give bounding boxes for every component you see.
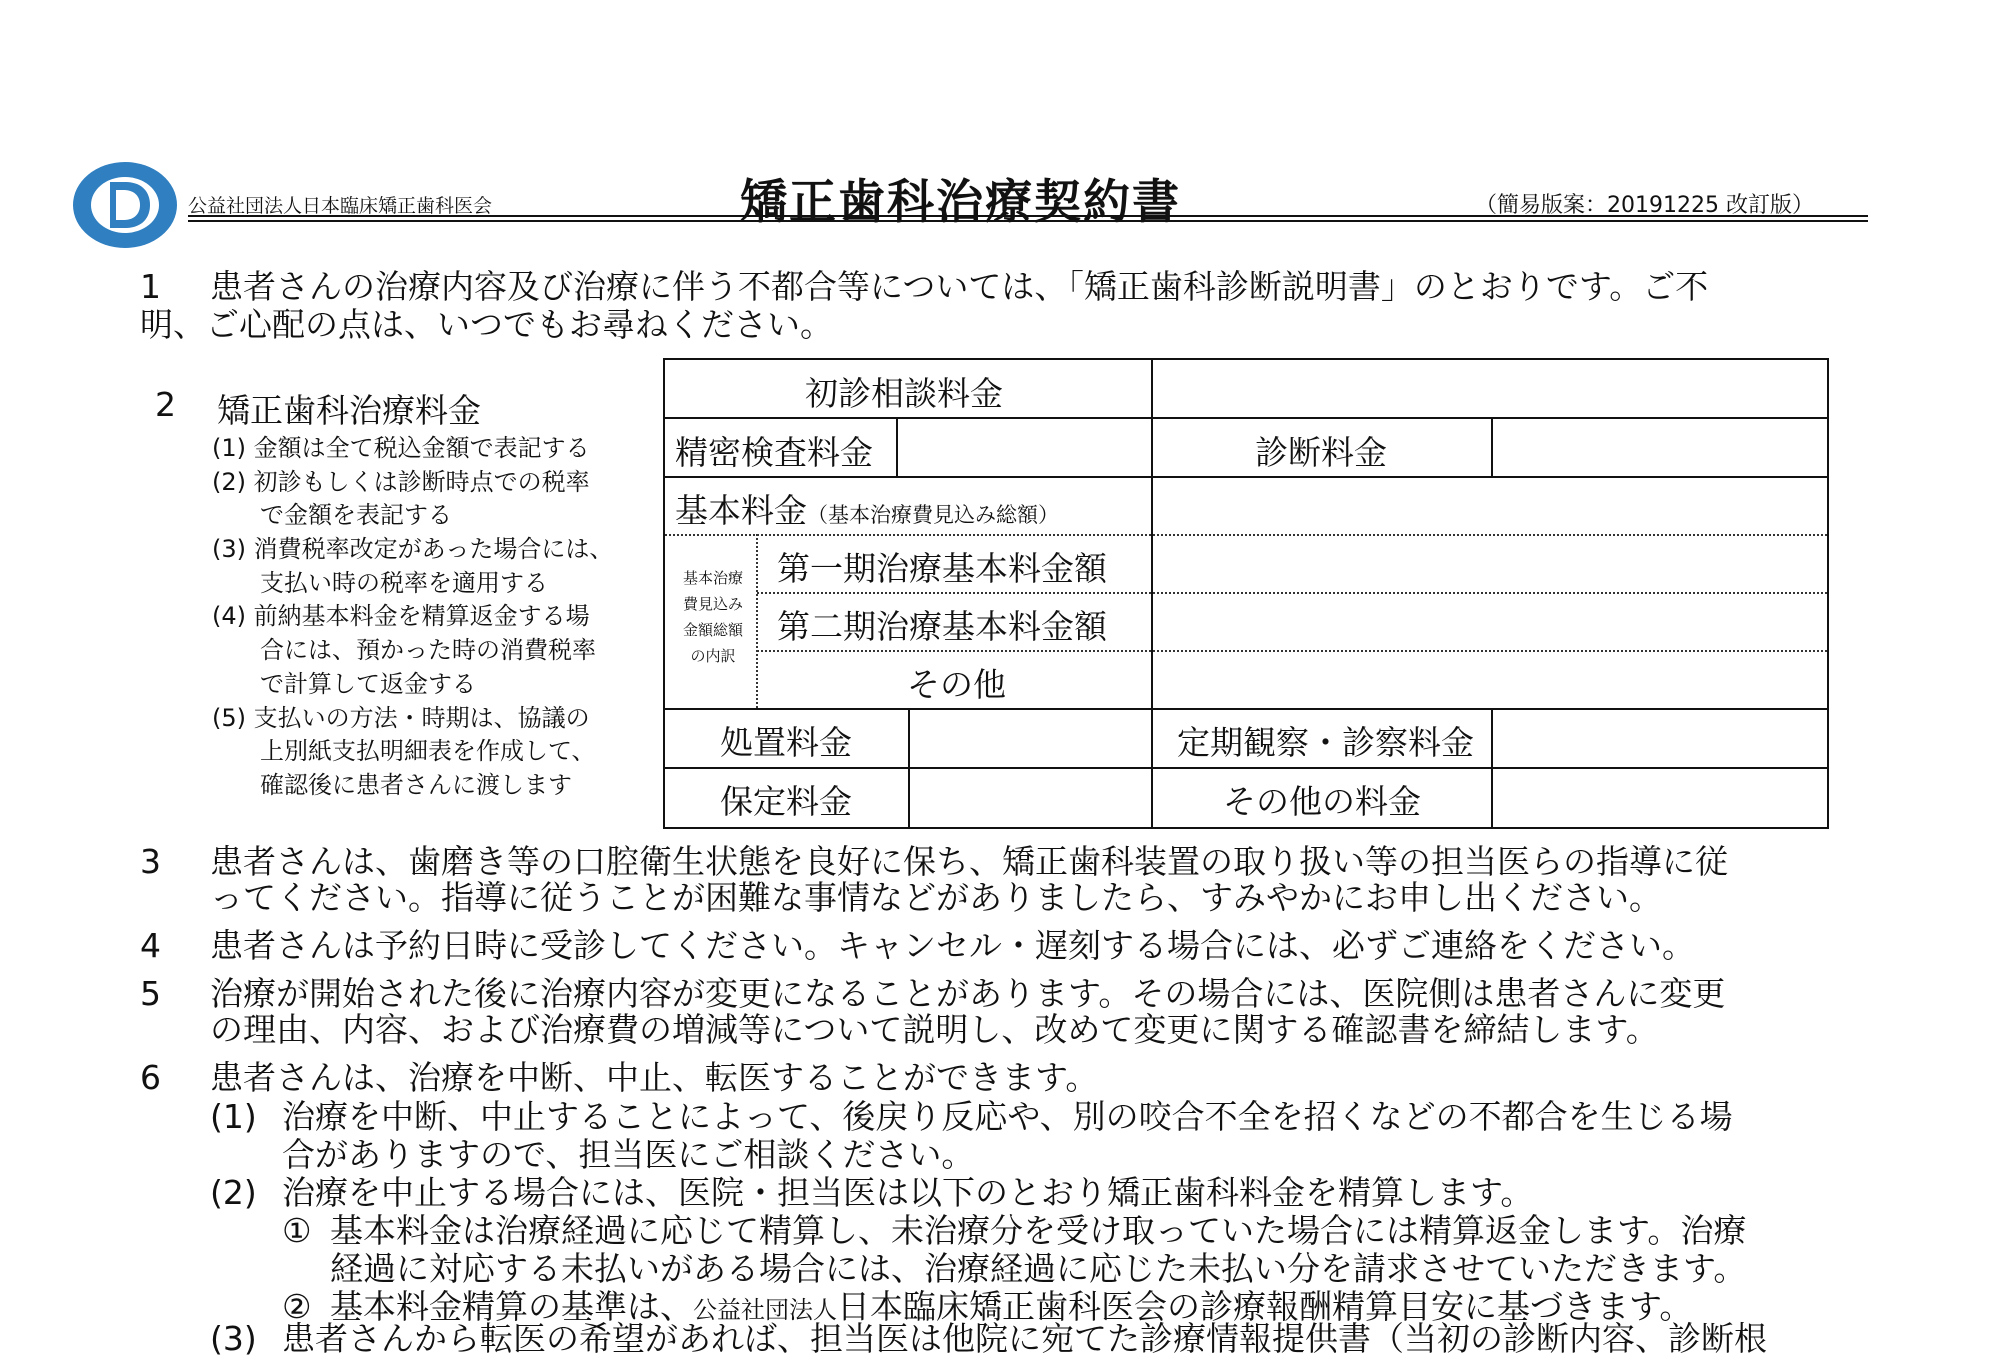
fee-note: 上別紙支払明細表を作成して、: [212, 737, 596, 766]
diagnosis-fee-label: 診断料金: [1255, 433, 1387, 472]
basic-fee-label: [675, 485, 1059, 532]
basic-fee-note: （基本治療費見込み総額）: [807, 503, 1059, 527]
fee-note: (2) 初診もしくは診断時点での税率: [212, 467, 590, 496]
fee-note: 合には、預かった時の消費税率: [212, 636, 596, 665]
treatment-fee-label: 処置料金: [720, 723, 852, 762]
section-4-line-1: 患者さんは予約日時に受診してください。キャンセル・遅刻する場合には、必ずご連絡をください。: [210, 926, 1695, 965]
header-rule: [188, 215, 1868, 217]
association-logo: [70, 160, 180, 250]
breakdown-label-line: 費見込み: [682, 595, 743, 613]
fee-note: で金額を表記する: [212, 501, 452, 530]
retention-fee-label: 保定料金: [720, 782, 852, 821]
fee-note: (1) 金額は全て税込金額で表記する: [212, 434, 590, 462]
basic-fee-title: 基本料金: [675, 491, 807, 530]
sub-item-1-line-2: 経過に対応する未払いがある場合には、治療経過に応じた未払い分を請求させていただきます。: [330, 1249, 1747, 1288]
detailed-exam-fee-label: 精密検査料金: [675, 433, 873, 472]
section-6-item-1-line-1: 治療を中断、中止することによって、後戻り反応や、別の咬合不全を招くなどの不都合を生じる場: [282, 1097, 1733, 1136]
phase1-fee-label: 第一期治療基本料金額: [777, 549, 1107, 588]
item-number: (1): [210, 1097, 257, 1136]
breakdown-label-line: の内訳: [690, 647, 736, 665]
fee-note: 支払い時の税率を適用する: [212, 568, 548, 597]
header-rule: [188, 220, 1868, 222]
circled-number: ②: [282, 1287, 312, 1326]
sub-item-2-org-prefix: 公益社団法人: [693, 1296, 837, 1324]
version-note: （簡易版案：20191225 改訂版）: [1475, 193, 1814, 218]
section-number: 5: [140, 974, 161, 1013]
breakdown-label-line: 金額総額: [682, 621, 743, 639]
fee-notes: [212, 432, 613, 803]
item-number: (3): [210, 1319, 257, 1358]
section-5-line-2: の理由、内容、および治療費の増減等について説明し、改めて変更に関する確認書を締結します。: [210, 1010, 1659, 1049]
section-1-line-1: [140, 267, 1709, 306]
circled-number: ①: [282, 1211, 312, 1250]
organization-name: 公益社団法人日本臨床矯正歯科医会: [188, 195, 493, 217]
section-title: 矯正歯科治療料金: [217, 391, 481, 430]
periodic-exam-fee-label: 定期観察・診察料金: [1177, 723, 1474, 762]
section-number: 1: [140, 267, 161, 306]
section-6-line-1: 患者さんは、治療を中断、中止、転医することができます。: [210, 1058, 1099, 1097]
section-6-item-3-line-1: 患者さんから転医の希望があれば、担当医は他院に宛てた診療情報提供書（当初の診断内容、診断根: [282, 1319, 1767, 1358]
breakdown-label-line: 基本治療: [682, 569, 743, 587]
fee-note: (5) 支払いの方法・時期は、協議の: [212, 703, 590, 732]
item-number: (2): [210, 1173, 257, 1212]
section-number: 4: [140, 926, 161, 965]
fee-table: [663, 358, 1829, 829]
section-2-heading: [155, 385, 481, 430]
section-text: 患者さんの治療内容及び治療に伴う不都合等については、「矯正歯科診断説明書」のとおりです。ご不: [210, 267, 1709, 306]
section-number: 3: [140, 842, 161, 881]
section-6-item-2-line-1: 治療を中止する場合には、医院・担当医は以下のとおり矯正歯科料金を精算します。: [282, 1173, 1534, 1212]
other-fees-label: その他の料金: [1223, 782, 1421, 821]
section-1-line-2: 明、ご心配の点は、いつでもお尋ねください。: [140, 305, 833, 344]
section-3-line-2: ってください。指導に従うことが困難な事情などがありましたら、すみやかにお申し出ください。: [210, 878, 1662, 917]
fee-note: 確認後に患者さんに渡します: [212, 770, 572, 799]
section-5-line-1: 治療が開始された後に治療内容が変更になることがあります。その場合には、医院側は患者さんに変更: [210, 974, 1726, 1013]
initial-consultation-fee-label: 初診相談料金: [805, 374, 1003, 413]
section-3-line-1: 患者さんは、歯磨き等の口腔衛生状態を良好に保ち、矯正歯科装置の取り扱い等の担当医らの指導に従: [210, 842, 1728, 881]
document-title: 矯正歯科治療契約書: [740, 175, 1181, 230]
section-number: 2: [155, 385, 176, 424]
fee-note: (3) 消費税率改定があった場合には、: [212, 535, 614, 564]
section-number: 6: [140, 1058, 161, 1097]
fee-note: (4) 前納基本料金を精算返金する場: [212, 602, 590, 631]
phase2-fee-label: 第二期治療基本料金額: [777, 607, 1107, 646]
sub-item-1-line-1: 基本料金は治療経過に応じて精算し、未治療分を受け取っていた場合には精算返金します。治療: [330, 1211, 1747, 1250]
basic-fee-breakdown-label: [675, 565, 751, 669]
other-breakdown-label: その他: [907, 665, 1006, 704]
sub-item-2-text-end: 日本臨床矯正歯科医会の診療報酬精算目安に基づきます。: [837, 1287, 1693, 1326]
fee-note: で計算して返金する: [212, 669, 476, 698]
section-6-item-1-line-2: 合がありますので、担当医にご相談ください。: [282, 1135, 975, 1174]
sub-item-2-text: 基本料金精算の基準は、: [330, 1287, 693, 1326]
